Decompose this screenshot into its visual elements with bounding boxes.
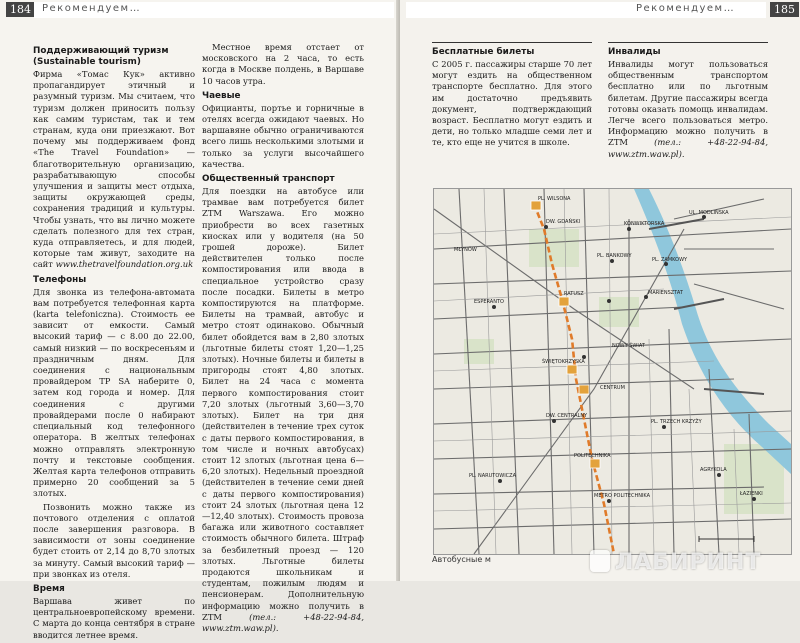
svg-text:KONWIKTORSKA: KONWIKTORSKA — [624, 221, 665, 227]
paragraph-time: Варшава живет по центральноевропейскому времени. С марта до конца сентября в стране вводится летнее время. — [33, 595, 195, 640]
transport-contact[interactable]: (тел.: +48-22-94-84, www.ztm.waw.pl). — [202, 611, 364, 633]
paragraph-phones: Для звонка из телефона-автомата вам потребуется телефонная карта (karta telefoniczna). Стоимость ее зависит от емкости. Самый высокий тариф — с 8.00 до 22.00, самый низкий — по воскресеньям и праздничным дням. Для соединения с национальным провайдером TP SA наберите 0, затем код города и номер. Для соединения с другими провайдерами после 0 набирают специальный код телефонного оператора. В желтых телефонах можно отправлять электронную почту и текстовые сообщения. Желтая карта телефонов отправить примерно 20 сообщений за 5 злотых. — [33, 286, 195, 499]
svg-text:RATUSZ: RATUSZ — [564, 291, 584, 297]
svg-text:DW. GDAŃSKI: DW. GDAŃSKI — [546, 219, 581, 225]
heading-time: Время — [33, 583, 65, 594]
map-caption: Автобусные м — [432, 555, 491, 564]
svg-text:DW. CENTRALNY: DW. CENTRALNY — [546, 413, 588, 419]
right-page — [400, 0, 800, 581]
paragraph-sustainable: Фирма «Томас Кук» активно пропагандирует этичный и разумный туризм. Мы считаем, что туризм должен приносить пользу как самим туристам, так и тем странам, куда они приезжают. Вот почему мы поддерживаем фонд «The Travel Foundation» — благотворительную организацию, разрабатывающую способы улучшения и защиты мест отдыха, защиты окружающей среды, сохранения традиций и культуры. Чтобы узнать, что вы лично можете сделать полезного для тех стран, куда отправляетесь, и для людей, которые там живут, заходите на сайт www.thetravelfoundation.org.uk — [33, 69, 195, 270]
warsaw-bus-map — [433, 188, 792, 555]
disabled-contact[interactable]: (тел.: +48-22-94-84, www.ztm.waw.pl). — [608, 137, 768, 159]
paragraph-local-time: Местное время отстает от московского на 2 часа, то есть когда в Москве полдень, в Варшаве 10 часов утра. — [202, 42, 364, 86]
paragraph-post-office: Позвонить можно также из почтового отделения с оплатой после завершения разговора. В зависимости от зоны соединение будет стоить от 2,14 до 8,70 злотых за минуту. Самый высокий тариф — при звонках из отеля. — [33, 501, 195, 579]
rule-free-tickets — [432, 42, 592, 43]
left-page — [0, 0, 398, 640]
paragraph-transport: Для поездки на автобусе или трамвае вам потребуется билет ZTM Warszawa. Его можно приобрести во всех газетных киосках или у водителя (на 50 грошей дороже). Билет действителен только после компостирования или ввода в специальное устройство сразу после посадки. Билеты в метро компостируются на платформе. Билеты на трамвай, автобус и метро стоят одинаково. Обычный билет обойдется вам в 2,80 злотых (льготные билеты стоят 1,20—1,25 злотых). Ночные билеты и билеты в пригороды стоят 4,80 злотых. Билет на 24 часа с момента первого компостирования стоит 7,20 злотых (льготный 3,60—3,70 злотых). Билет на три дня (действителен в течение трех суток с даты первого компостирования, в том числе и ночных автобусах) стоит 12 злотых (льготная цена 6—6,20 злотых). Недельный проездной (действителен в течение семи дней с даты первого компостирования) стоит 24 злотых (льготная цена 12—12,40 злотых). Стоимость провоза багажа или животного составляет стоимость обычного билета. Штраф за безбилетный проезд — 120 злотых. Льготные билеты продаются школьникам и студентам, пожилым людям и пенсионерам. Дополнительную информацию можно получить в ZTM (тел.: +48-22-94-84, www.ztm.waw.pl). — [202, 186, 364, 633]
right-column-1 — [432, 42, 592, 151]
page-number-left: 184 — [6, 2, 35, 17]
heading-phones: Телефоны — [33, 274, 87, 285]
page-number-right: 185 — [770, 2, 799, 17]
svg-text:NOWY ŚWIAT: NOWY ŚWIAT — [612, 343, 645, 349]
svg-text:METRO POLITECHNIKA: METRO POLITECHNIKA — [594, 493, 651, 499]
left-column-1 — [33, 42, 195, 643]
svg-text:PL. WILSONA: PL. WILSONA — [538, 196, 571, 202]
svg-text:PL. TRZECH KRZYŻY: PL. TRZECH KRZYŻY — [651, 419, 702, 425]
svg-text:UL. MODLIŃSKA: UL. MODLIŃSKA — [689, 210, 729, 216]
right-column-2 — [608, 42, 768, 162]
svg-text:POLITECHNIKA: POLITECHNIKA — [574, 453, 611, 459]
labirint-logo-icon — [590, 550, 610, 572]
svg-text:PL. BANKOWY: PL. BANKOWY — [597, 253, 632, 259]
svg-text:ŚWIĘTOKRZYSKA: ŚWIĘTOKRZYSKA — [542, 359, 585, 365]
svg-text:PL. NARUTOWICZA: PL. NARUTOWICZA — [469, 473, 517, 479]
svg-text:MŁYNÓW: MŁYNÓW — [454, 247, 477, 253]
map-graphic — [434, 189, 791, 554]
rule-disabled — [608, 42, 768, 43]
left-column-2 — [202, 42, 364, 636]
watermark-text: ЛАБИРИНТ — [615, 550, 762, 575]
heading-free-tickets: Бесплатные билеты — [432, 47, 535, 57]
paragraph-free-tickets: С 2005 г. пассажиры старше 70 лет могут ездить на общественном транспорте бесплатно. Для этого им достаточно предъявить документ, подтверждающий возраст. Бесплатно могут ездить и дети, но только младше семи лет и те, кто еще не учится в школе. — [432, 59, 592, 148]
paragraph-tips: Официанты, портье и горничные в отелях всегда ожидают чаевых. Но варшавяне обычно ограничиваются всего лишь несколькими злотыми и только за услуги высочайшего качества. — [202, 102, 364, 169]
svg-text:CENTRUM: CENTRUM — [600, 385, 625, 391]
heading-disabled: Инвалиды — [608, 47, 661, 57]
link-travel-foundation[interactable]: www.thetravelfoundation.org.uk — [55, 259, 194, 270]
running-header-right: Рекомендуем… — [636, 3, 736, 14]
svg-text:MARIENSZTAT: MARIENSZTAT — [648, 290, 683, 296]
heading-sustainable-tourism: Поддерживающий туризм (Sustainable tourism) — [33, 46, 169, 67]
paragraph-disabled: Инвалиды могут пользоваться общественным транспортом бесплатно или по льготным билетам. Другие пассажиры всегда готовы оказать помощь инвалидам. Легче всего пользоваться метро. Информацию можно получить в ZTM (тел.: +48-22-94-84, www.ztm.waw.pl). — [608, 59, 768, 159]
running-header-left: Рекомендуем… — [42, 3, 142, 14]
svg-text:ESPERANTO: ESPERANTO — [474, 299, 504, 305]
heading-tips: Чаевые — [202, 90, 241, 101]
svg-text:AGRYKOLA: AGRYKOLA — [700, 467, 727, 473]
svg-text:ŁAZIENKI: ŁAZIENKI — [740, 491, 763, 497]
svg-text:PL. ZAMKOWY: PL. ZAMKOWY — [652, 257, 688, 263]
heading-transport: Общественный транспорт — [202, 174, 335, 185]
